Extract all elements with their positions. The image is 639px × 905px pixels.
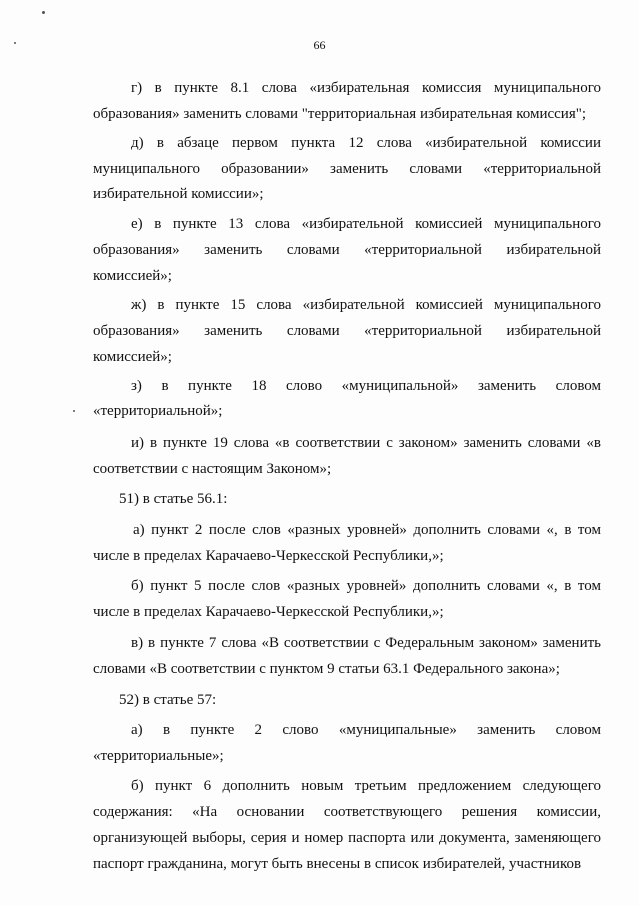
paragraph-article-57 [93,687,601,713]
text-line: ж) в пункте 15 слова «избирательной комиссией муниципального [131,296,601,313]
text-line: д) в абзаце первом пункта 12 слова «избирательной комиссии [131,135,601,151]
paragraph-e [93,211,601,289]
paragraph-b-56-1 [93,573,601,625]
text-line: г) в пункте 8.1 слова «избирательная комиссия муниципального [131,80,601,96]
text-line: в) в пункте 7 слова «В соответствии с Федеральным законом» заменить [131,634,601,651]
document-body [93,76,601,877]
paragraph-zh [93,292,601,370]
paragraph-article-56-1 [93,486,601,512]
paragraph-d [93,131,601,208]
text-line: числе в пределах Карачаево-Черкесской Республики,»; [93,547,444,564]
text-line: комиссией»; [93,348,172,365]
paragraph-b-57 [93,773,601,877]
text-line: з) в пункте 18 слово «муниципальной» заменить словом [131,377,601,394]
paragraph-i [93,430,601,482]
text-line: образования» заменить словами «территориальной избирательной [93,322,601,339]
text-line: словами «В соответствии с пунктом 9 статьи 63.1 Федерального закона»; [93,660,560,677]
text-line: паспорт гражданина, могут быть внесены в список избирателей, участников [93,855,582,872]
paragraph-a-56-1 [93,517,601,569]
text-line: а) в пункте 2 слово «муниципальные» заменить словом [131,721,601,738]
text-line: 51) в статье 56.1: [119,490,228,507]
text-line: образования» заменить словами «территориальной избирательной [93,241,601,258]
text-line: организующей выборы, серия и номер паспорта или документа, заменяющего [93,829,601,846]
text-line: соответствии с настоящим Законом»; [93,460,332,477]
text-line: избирательной комиссии»; [93,186,264,202]
scan-speck [42,11,45,14]
text-line: «территориальной»; [93,403,223,419]
text-line: б) пункт 6 дополнить новым третьим предложением следующего [131,777,601,794]
text-line: а) пункт 2 после слов «разных уровней» дополнить словами «, в том [133,521,601,538]
paragraph-g [93,76,601,127]
page-number: 66 [313,38,326,52]
text-line: б) пункт 5 после слов «разных уровней» дополнить словами «, в том [131,577,601,594]
text-line: муниципального образовании» заменить словами «территориальной [93,160,601,177]
paragraph-a-57 [93,717,601,769]
text-line: комиссией»; [93,267,172,284]
text-line: и) в пункте 19 слова «в соответствии с законом» заменить словами «в [131,434,601,451]
text-line: е) в пункте 13 слова «избирательной комиссией муниципального [131,215,601,232]
scan-speck [73,410,75,412]
text-line: «территориальные»; [93,747,224,764]
paragraph-v-56-1 [93,630,601,682]
text-line: содержания: «На основании соответствующего решения комиссии, [93,803,601,820]
text-line: числе в пределах Карачаево-Черкесской Республики,»; [93,603,444,620]
paragraph-z [93,374,601,425]
text-line: 52) в статье 57: [119,691,217,708]
text-line: образования» заменить словами "территориальная избирательная комиссия"; [93,105,587,122]
